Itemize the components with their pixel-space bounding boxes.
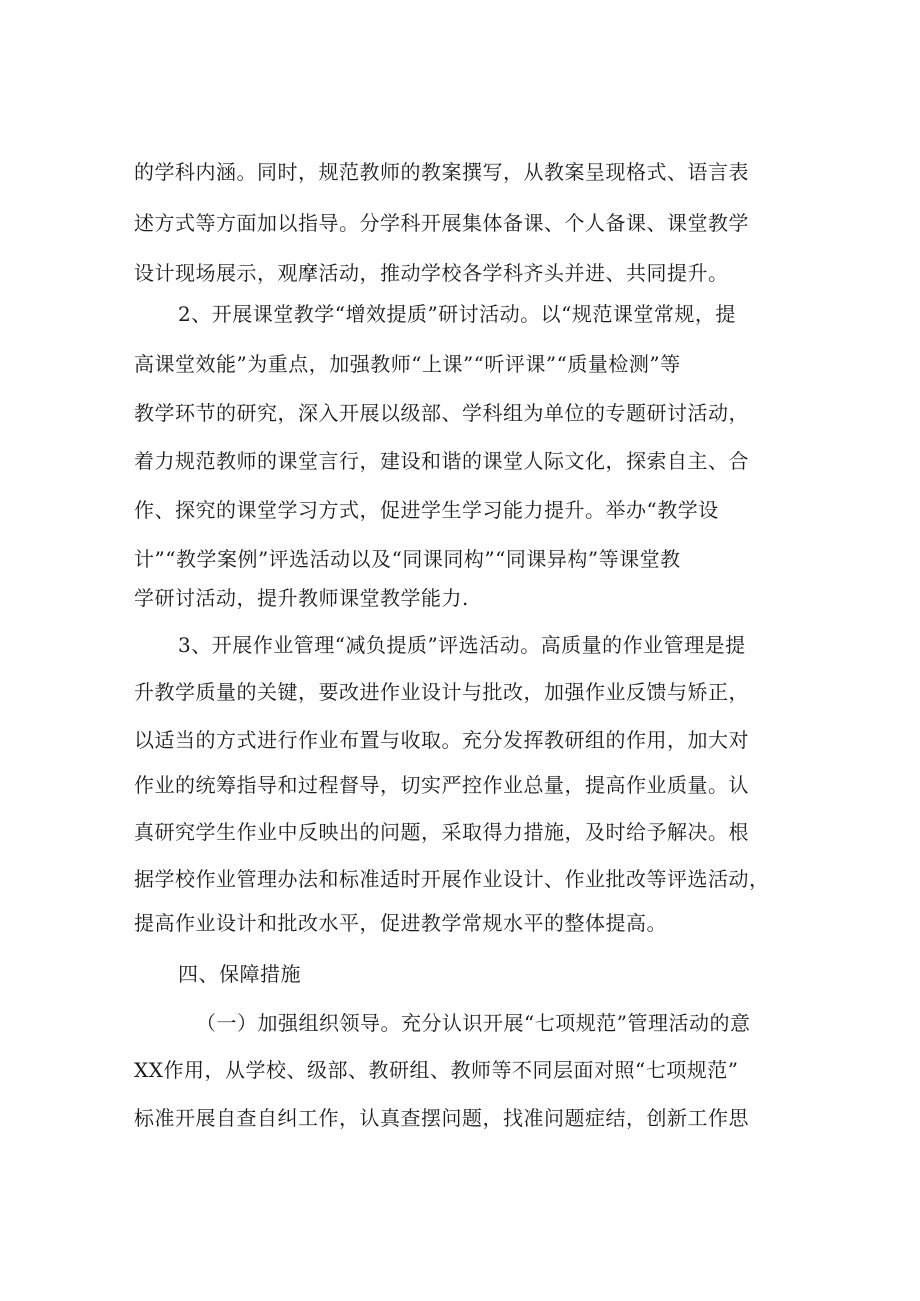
text-line: 据学校作业管理办法和标准适时开展作业设计、作业批改等评选活动， [134,867,770,891]
text-line: 升教学质量的关键，要改进作业设计与批改，加强作业反馈与矫正， [134,680,749,704]
text-line: 设计现场展示，观摩活动，推动学校各学科齐头并进、共同提升。 [134,261,729,285]
text-line: 着力规范教师的课堂言行，建设和谐的课堂人际文化，探索自主、合 [134,449,749,473]
text-line: 作业的统筹指导和过程督导，切实严控作业总量，提高作业质量。认 [134,773,749,797]
text-line: 计”“教学案例”评选活动以及“同课同构”“同课异构”等课堂教 [134,547,681,571]
section-heading: 四、保障措施 [178,962,301,986]
text-line: 以适当的方式进行作业布置与收取。充分发挥教研组的作用，加大对 [134,728,749,752]
text-line: 教学环节的研究，深入开展以级部、学科组为单位的专题研讨活动， [134,401,749,425]
text-line: 学研讨活动，提升教师课堂教学能力. [134,586,469,610]
text-line: 述方式等方面加以指导。分学科开展集体备课、个人备课、课堂教学 [134,211,749,235]
text-line: 标准开展自查自纠工作，认真查摆问题，找准问题症结，创新工作思 [134,1106,749,1130]
text-line: XX作用，从学校、级部、教研组、教师等不同层面对照“七项规范” [134,1058,739,1082]
subsection-first-line: （一）加强组织领导。充分认识开展“七项规范”管理活动的意 [196,1011,751,1035]
text-line: 提高作业设计和批改水平，促进教学常规水平的整体提高。 [134,911,667,935]
paragraph-2-first-line: 2、开展课堂教学“增效提质”研讨活动。以“规范课堂常规，提 [178,302,736,326]
paragraph-3-first-line: 3、开展作业管理“减负提质”评选活动。高质量的作业管理是提 [178,633,746,657]
text-line: 高课堂效能”为重点，加强教师“上课”“听评课”“质量检测”等 [134,352,681,376]
text-line: 的学科内涵。同时，规范教师的教案撰写，从教案呈现格式、语言表 [134,160,749,184]
text-line: 真研究学生作业中反映出的问题，采取得力措施，及时给予解决。根 [134,820,749,844]
text-line: 作、探究的课堂学习方式，促进学生学习能力提升。举办“教学设 [134,498,719,522]
